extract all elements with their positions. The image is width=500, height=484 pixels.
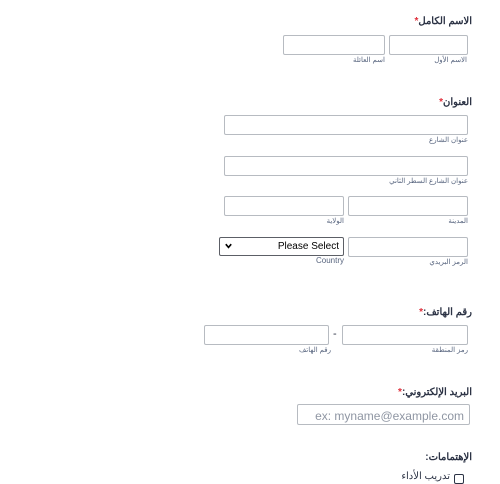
required-mark: * [414,16,419,27]
country-selected-value: Please Select [277,241,339,252]
chevron-down-icon [224,241,233,251]
address-label-text: العنوان [443,97,472,108]
full-name-label [414,16,472,27]
phone-number-input[interactable] [204,325,329,345]
street-address-sublabel: عنوان الشارع [429,137,468,144]
first-name-sublabel: الاسم الأول [434,57,467,64]
interests-label: الإهتمامات: [425,452,472,463]
area-code-sublabel: رمز المنطقة [431,347,468,354]
postal-code-input[interactable] [348,237,468,257]
state-input[interactable] [224,196,344,216]
address-label [439,97,472,108]
required-mark: * [419,307,423,318]
email-input[interactable] [297,404,470,425]
city-sublabel: المدينة [448,218,468,225]
email-placeholder: ex: myname@example.com [315,409,464,423]
street-address-line2-input[interactable] [224,156,468,176]
interest-checkbox[interactable] [454,474,464,484]
state-sublabel: الولاية [326,218,344,225]
required-mark: * [439,97,444,108]
country-sublabel: Country [315,256,344,265]
last-name-sublabel: اسم العائلة [352,57,385,64]
postal-code-sublabel: الرمز البريدي [429,259,468,266]
first-name-input[interactable] [389,35,468,55]
phone-number-sublabel: رقم الهاتف [299,347,331,354]
city-input[interactable] [348,196,468,216]
interest-option-label: تدريب الأداء [401,471,450,482]
country-select[interactable] [219,237,344,256]
email-label [398,387,472,398]
street-address-input[interactable] [224,115,468,135]
last-name-input[interactable] [283,35,385,55]
phone-separator: - [333,328,337,340]
required-mark: * [398,387,402,398]
phone-label [419,307,472,318]
email-label-text: البريد الإلكتروني: [401,387,472,398]
area-code-input[interactable] [342,325,468,345]
phone-label-text: رقم الهاتف: [423,307,472,318]
street-address-line2-sublabel: عنوان الشارع السطر الثاني [389,178,468,185]
full-name-label-text: الاسم الكامل [418,16,472,27]
